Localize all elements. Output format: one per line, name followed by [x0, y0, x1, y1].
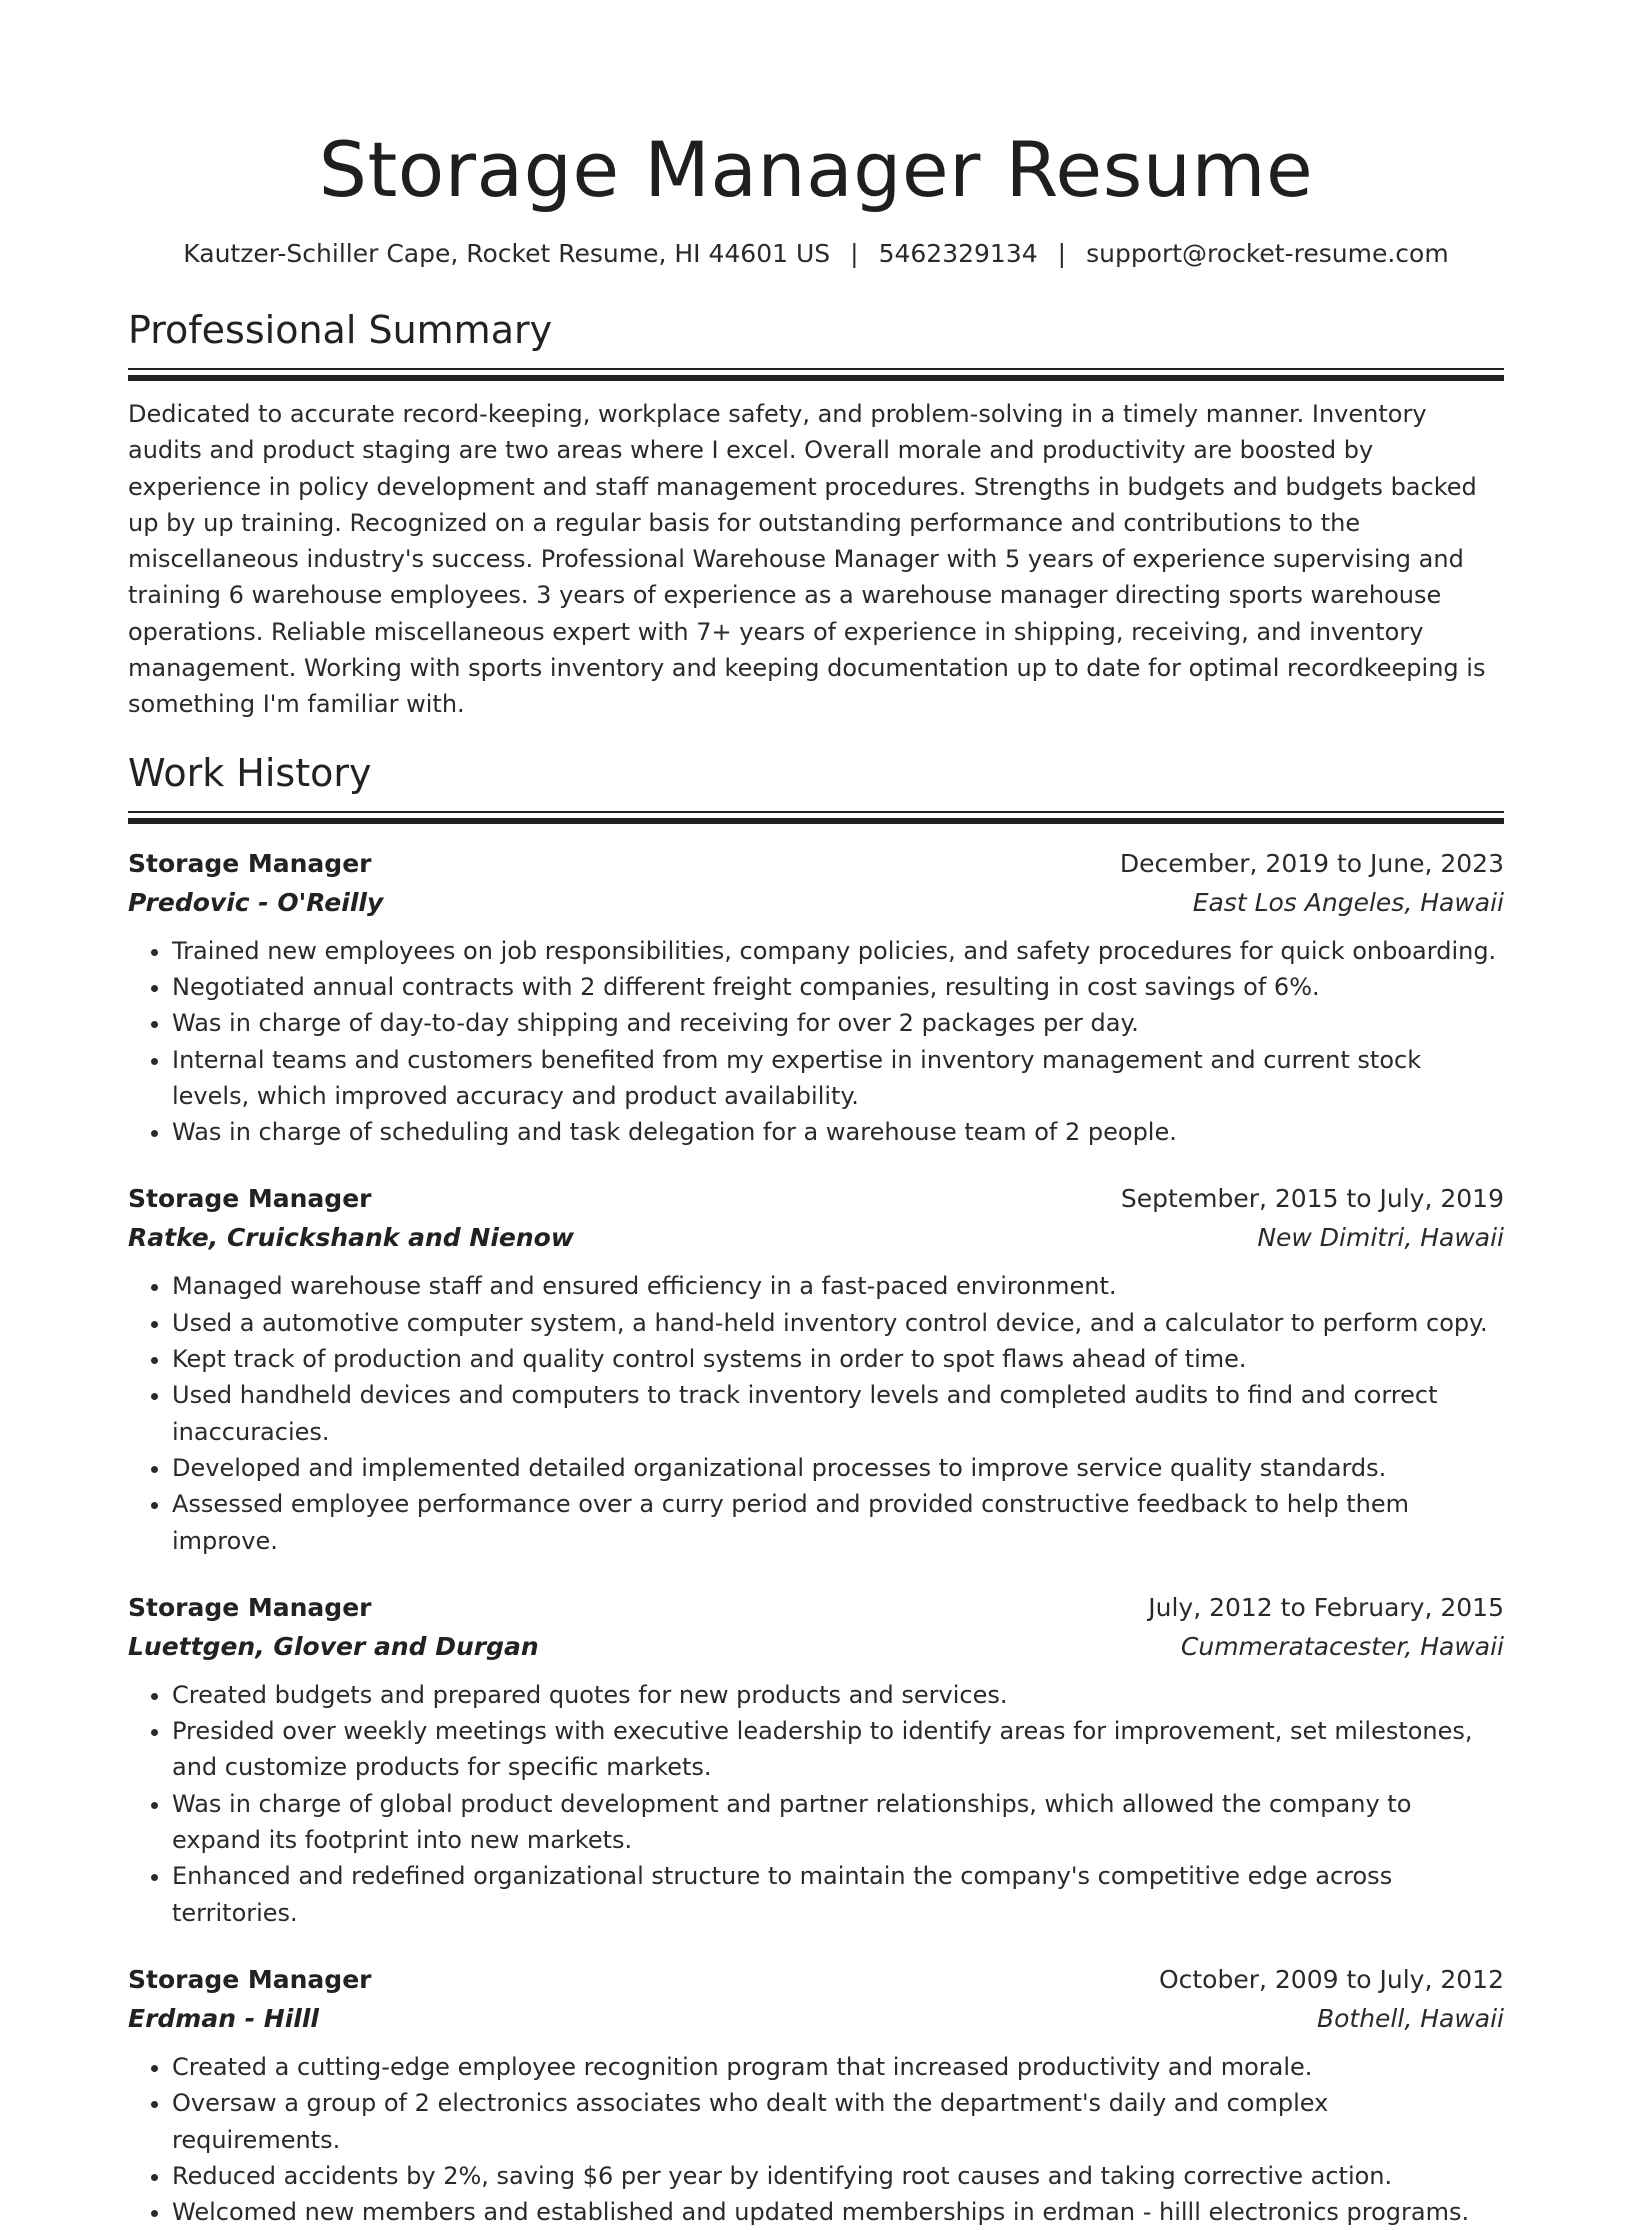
job-bullet: • Internal teams and customers benefited from my expertise in inventory management and current stock levels, which improved accuracy and product availability. — [172, 1042, 1504, 1115]
contact-line — [128, 236, 1504, 272]
job-company-row — [128, 1999, 1504, 2039]
job-list — [128, 845, 1504, 2230]
job-bullet: • Trained new employees on job responsibilities, company policies, and safety procedures for quick onboarding. — [172, 933, 1504, 969]
job-dates: October, 2009 to July, 2012 — [1158, 1964, 1504, 1994]
contact-separator: | — [850, 239, 859, 268]
job-header-row — [128, 1589, 1504, 1627]
job-bullet: • Used a automotive computer system, a hand-held inventory control device, and a calculator to perform copy. — [172, 1305, 1504, 1341]
work-history-section — [128, 749, 1504, 2230]
job-bullet: • Managed warehouse staff and ensured efficiency in a fast-paced environment. — [172, 1268, 1504, 1304]
job-dates: September, 2015 to July, 2019 — [1120, 1184, 1504, 1214]
job-title: Storage Manager — [128, 1184, 372, 1214]
job-dates: December, 2019 to June, 2023 — [1119, 848, 1504, 878]
job-bullet: • Created budgets and prepared quotes for new products and services. — [172, 1677, 1504, 1713]
job-bullet: • Kept track of production and quality control systems in order to spot flaws ahead of time. — [172, 1341, 1504, 1377]
contact-phone: 5462329134 — [878, 239, 1038, 268]
job-company: Ratke, Cruickshank and Nienow — [128, 1223, 574, 1253]
job-bullet: • Reduced accidents by 2%, saving $6 per year by identifying root causes and taking corrective action. — [172, 2158, 1504, 2194]
section-heading-summary: Professional Summary — [128, 308, 553, 352]
job-location: Cummeratacester, Hawaii — [1180, 1631, 1504, 1661]
job-bullet: • Enhanced and redefined organizational structure to maintain the company's competitive edge across territories. — [172, 1858, 1504, 1931]
contact-email: support@rocket-resume.com — [1086, 239, 1449, 268]
section-heading-work-history: Work History — [128, 750, 372, 795]
job-entry — [128, 845, 1504, 1151]
job-bullet: • Was in charge of day-to-day shipping and receiving for over 2 packages per day. — [172, 1005, 1504, 1041]
job-entry — [128, 1180, 1504, 1558]
job-location: East Los Angeles, Hawaii — [1192, 887, 1504, 917]
job-company-row — [128, 1627, 1504, 1667]
job-bullet: • Presided over weekly meetings with executive leadership to identify areas for improvement, set milestones, and customize products for specific markets. — [172, 1713, 1504, 1786]
job-title: Storage Manager — [128, 1592, 372, 1622]
summary-text: Dedicated to accurate record-keeping, workplace safety, and problem-solving in a timely manner. Inventory audits and product staging are two areas where I excel. Overall morale and productivity are boosted by experience in policy development and staff management procedures. Strengths in budgets and budgets backed up by up training. Recognized on a regular basis for outstanding performance and contributions to the miscellaneous industry's success. Professional Warehouse Manager with 5 years of experience supervising and training 6 warehouse employees. 3 years of experience as a warehouse manager directing sports warehouse operations. Reliable miscellaneous expert with 7+ years of experience in shipping, receiving, and inventory management. Working with sports inventory and keeping documentation up to date for optimal recordkeeping is something I'm familiar with. — [128, 400, 1486, 719]
job-company-row — [128, 883, 1504, 923]
summary-section — [128, 306, 1504, 723]
resume-page — [128, 0, 1504, 2230]
section-divider — [128, 368, 1504, 382]
job-title: Storage Manager — [128, 848, 372, 878]
job-company: Predovic - O'Reilly — [128, 887, 384, 917]
job-title: Storage Manager — [128, 1964, 372, 1994]
job-dates: July, 2012 to February, 2015 — [1148, 1592, 1504, 1622]
job-bullets — [128, 1268, 1504, 1558]
job-bullet: • Was in charge of scheduling and task delegation for a warehouse team of 2 people. — [172, 1114, 1504, 1150]
job-location: New Dimitri, Hawaii — [1257, 1223, 1504, 1253]
job-company: Erdman - Hilll — [128, 2003, 320, 2033]
job-bullet: • Assessed employee performance over a curry period and provided constructive feedback to help them improve. — [172, 1486, 1504, 1559]
job-bullet: • Was in charge of global product development and partner relationships, which allowed the company to expand its footprint into new markets. — [172, 1786, 1504, 1859]
job-bullets — [128, 933, 1504, 1151]
job-header-row — [128, 1961, 1504, 1999]
job-bullet: • Negotiated annual contracts with 2 different freight companies, resulting in cost savings of 6%. — [172, 969, 1504, 1005]
contact-address: Kautzer-Schiller Cape, Rocket Resume, HI 44601 US — [183, 239, 831, 268]
resume-title: Storage Manager Resume — [318, 125, 1314, 214]
job-bullet: • Used handheld devices and computers to track inventory levels and completed audits to find and correct inaccuracies. — [172, 1377, 1504, 1450]
job-entry — [128, 1961, 1504, 2230]
job-entry — [128, 1589, 1504, 1931]
job-bullets — [128, 2049, 1504, 2230]
contact-separator: | — [1057, 239, 1067, 268]
job-bullet: • Developed and implemented detailed organizational processes to improve service quality standards. — [172, 1450, 1504, 1486]
job-company-row — [128, 1218, 1504, 1258]
job-bullet: • Created a cutting-edge employee recognition program that increased productivity and morale. — [172, 2049, 1504, 2085]
job-bullet: • Oversaw a group of 2 electronics associates who dealt with the department's daily and complex requirements. — [172, 2085, 1504, 2158]
section-divider — [128, 811, 1504, 825]
job-bullets — [128, 1677, 1504, 1931]
job-bullet: • Welcomed new members and established and updated memberships in erdman - hilll electronics programs. — [172, 2194, 1504, 2230]
job-location: Bothell, Hawaii — [1316, 2003, 1504, 2033]
job-company: Luettgen, Glover and Durgan — [128, 1631, 539, 1661]
job-header-row — [128, 1180, 1504, 1218]
job-header-row — [128, 845, 1504, 883]
